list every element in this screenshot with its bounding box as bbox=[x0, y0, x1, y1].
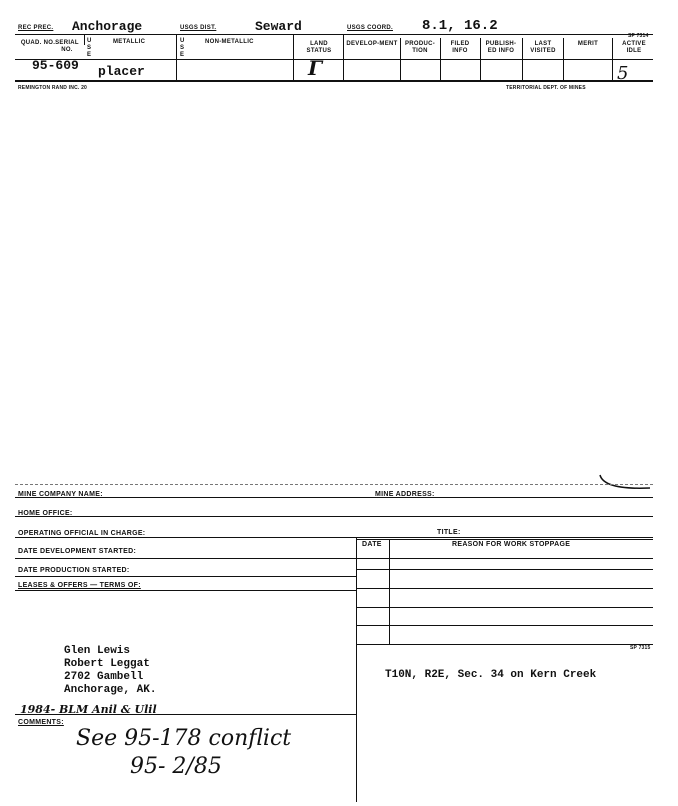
col-nonmetallic: NON-METALLIC bbox=[205, 39, 254, 45]
owner-line-4: Anchorage, AK. bbox=[64, 684, 157, 696]
date-development-label: DATE DEVELOPMENT STARTED: bbox=[18, 548, 137, 555]
usgs-coord-label: USGS COORD. bbox=[347, 25, 393, 31]
date-column-label: DATE bbox=[362, 541, 382, 548]
usgs-coord-value: 8.1, 16.2 bbox=[422, 18, 498, 34]
col-metallic: METALLIC bbox=[113, 39, 146, 45]
mine-address-label: MINE ADDRESS: bbox=[375, 491, 435, 498]
curve-mark bbox=[590, 470, 660, 500]
title-label: TITLE: bbox=[437, 529, 461, 536]
active-idle-mark: 5 bbox=[617, 63, 629, 84]
blm-note: 1984- BLM Anil & Ulil bbox=[20, 703, 157, 716]
usgs-dist-value: Seward bbox=[255, 19, 302, 34]
location-text: T10N, R2E, Sec. 34 on Kern Creek bbox=[385, 669, 597, 681]
mine-company-name-label: MINE COMPANY NAME: bbox=[18, 491, 103, 498]
operating-official-label: OPERATING OFFICIAL IN CHARGE: bbox=[18, 530, 146, 537]
comment-line-2: 95- 2/85 bbox=[130, 754, 222, 779]
rec-prec-value: Anchorage bbox=[72, 19, 143, 34]
col-land-status: LAND STATUS bbox=[306, 41, 332, 54]
col-last-visited: LAST VISITED bbox=[530, 41, 556, 54]
territorial-dept: TERRITORIAL DEPT. OF MINES bbox=[506, 85, 586, 91]
quad-serial-value: 95-609 bbox=[32, 58, 79, 73]
form-code-top: SP 7314 bbox=[628, 33, 649, 39]
owner-line-3: 2702 Gambell bbox=[64, 671, 144, 683]
col-serial-no: SERIAL NO. bbox=[55, 40, 79, 53]
comments-label: COMMENTS: bbox=[18, 719, 64, 726]
col-published-info: PUBLISH-ED INFO bbox=[485, 41, 517, 54]
usgs-dist-label: USGS DIST. bbox=[180, 25, 217, 31]
comment-line-1: See 95-178 conflict bbox=[76, 726, 292, 751]
owner-line-1: Glen Lewis bbox=[64, 645, 131, 657]
printer-imprint: REMINGTON RAND INC. 20 bbox=[18, 85, 88, 91]
col-development: DEVELOP-MENT bbox=[346, 41, 398, 47]
col-filed-info: FILED INFO bbox=[450, 41, 470, 54]
metallic-value: placer bbox=[98, 64, 145, 79]
col-active-idle: ACTIVE IDLE bbox=[622, 41, 646, 54]
owners-block bbox=[64, 645, 156, 697]
form-code-bottom: SP 7315 bbox=[630, 645, 651, 651]
col-merit: MERIT bbox=[577, 41, 599, 47]
home-office-label: HOME OFFICE: bbox=[18, 510, 73, 517]
date-production-label: DATE PRODUCTION STARTED: bbox=[18, 567, 130, 574]
col-quad-no: QUAD. NO. bbox=[20, 40, 56, 46]
reason-column-label: REASON FOR WORK STOPPAGE bbox=[452, 541, 571, 548]
leases-offers-label: LEASES & OFFERS — TERMS OF: bbox=[18, 582, 141, 589]
col-use-nonmetallic: U S E bbox=[180, 38, 185, 58]
col-use-metallic: U S E bbox=[87, 38, 92, 58]
owner-line-2: Robert Leggat bbox=[64, 658, 150, 670]
col-production: PRODUC-TION bbox=[404, 41, 436, 54]
rec-prec-label: REC PREC. bbox=[18, 25, 54, 31]
land-status-mark: Γ bbox=[308, 56, 323, 80]
